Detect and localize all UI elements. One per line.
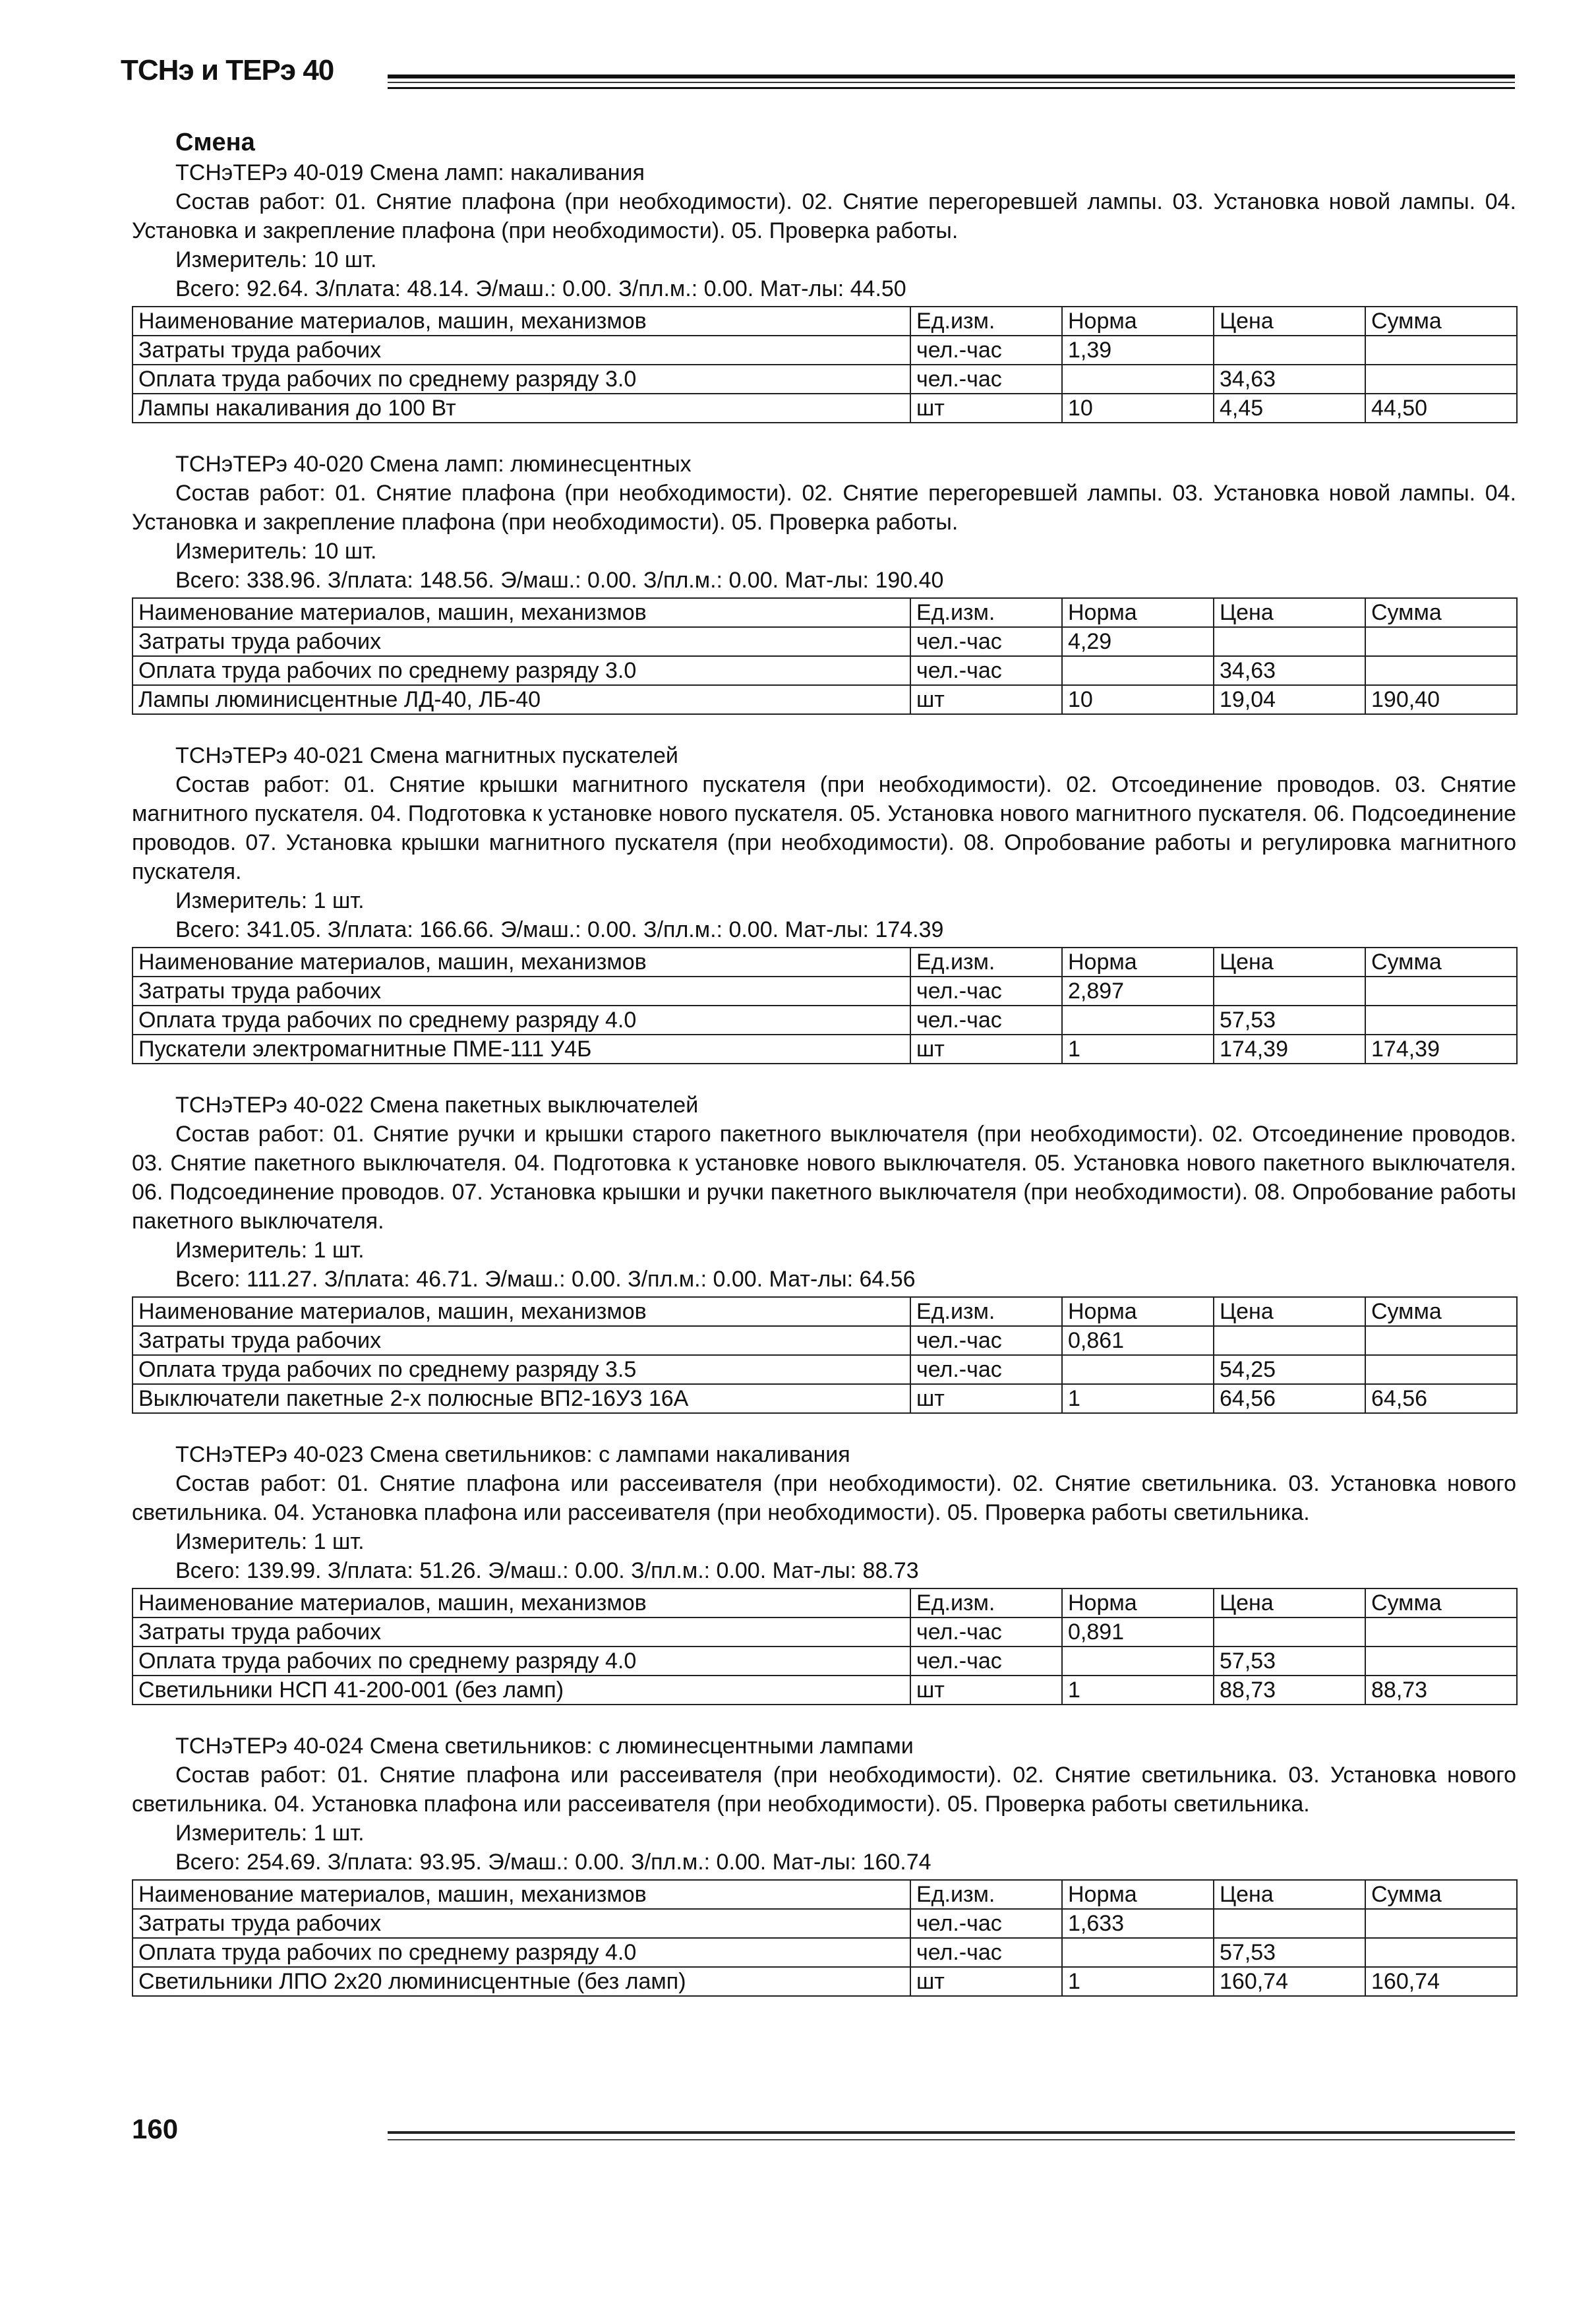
resources-table	[132, 1296, 1518, 1414]
totals-line: Всего: 92.64. З/плата: 48.14. Э/маш.: 0.00. З/пл.м.: 0.00. Мат-лы: 44.50	[175, 276, 906, 301]
table-cell: Оплата труда рабочих по среднему разряду 3.0	[133, 365, 910, 394]
table-cell: 1,39	[1062, 336, 1214, 365]
table-cell: 174,39	[1214, 1035, 1365, 1064]
work-composition: Состав работ: 01. Снятие плафона (при необходимости). 02. Снятие перегоревшей лампы. 03. Установка новой лампы. 04. Установка и закрепление плафона (при необходимости). 05. Проверка работы.	[132, 481, 1516, 535]
table-row	[133, 1326, 1517, 1355]
table-cell: чел.-час	[910, 627, 1062, 656]
table-cell: чел.-час	[910, 1355, 1062, 1384]
norm-entry	[132, 158, 1516, 423]
table-cell: 34,63	[1214, 365, 1365, 394]
header-cell: Сумма	[1365, 1880, 1517, 1909]
work-composition: Состав работ: 01. Снятие плафона или рассеивателя (при необходимости). 02. Снятие светильника. 03. Установка нового светильника. 04. Установка плафона или рассеивателя (при необходимости). 05. Проверка работы светильника.	[132, 1471, 1516, 1525]
table-row	[133, 977, 1517, 1006]
totals-line: Всего: 139.99. З/плата: 51.26. Э/маш.: 0.00. З/пл.м.: 0.00. Мат-лы: 88.73	[175, 1558, 919, 1583]
entry-title: ТСНэТЕРэ 40-023 Смена светильников: с лампами накаливания	[175, 1442, 850, 1467]
table-cell: шт	[910, 1035, 1062, 1064]
header-cell: Наименование материалов, машин, механизмов	[133, 1880, 910, 1909]
header-cell: Ед.изм.	[910, 1297, 1062, 1326]
header-cell: Сумма	[1365, 948, 1517, 977]
running-header: ТСНэ и ТЕРэ 40	[121, 54, 334, 86]
totals-line: Всего: 111.27. З/плата: 46.71. Э/маш.: 0.00. З/пл.м.: 0.00. Мат-лы: 64.56	[175, 1267, 916, 1292]
header-cell: Сумма	[1365, 307, 1517, 336]
table-cell: 160,74	[1365, 1967, 1517, 1996]
table-cell: 64,56	[1365, 1384, 1517, 1413]
table-cell: 1	[1062, 1967, 1214, 1996]
table-cell: шт	[910, 685, 1062, 714]
table-cell	[1214, 1326, 1365, 1355]
table-cell: Выключатели пакетные 2-х полюсные ВП2-16У3 16А	[133, 1384, 910, 1413]
table-row	[133, 1967, 1517, 1996]
measure-unit: Измеритель: 10 шт.	[175, 539, 377, 564]
table-cell	[1365, 365, 1517, 394]
table-cell	[1365, 656, 1517, 685]
table-cell: 10	[1062, 394, 1214, 423]
table-row	[133, 394, 1517, 423]
table-cell: Оплата труда рабочих по среднему разряду 3.5	[133, 1355, 910, 1384]
table-cell: Затраты труда рабочих	[133, 1909, 910, 1938]
table-row	[133, 685, 1517, 714]
header-cell: Норма	[1062, 1588, 1214, 1618]
table-row	[133, 1035, 1517, 1064]
header-cell: Наименование материалов, машин, механизмов	[133, 948, 910, 977]
table-cell: Затраты труда рабочих	[133, 977, 910, 1006]
table-cell: Затраты труда рабочих	[133, 1326, 910, 1355]
table-cell: 0,891	[1062, 1618, 1214, 1647]
header-cell: Ед.изм.	[910, 948, 1062, 977]
table-cell: чел.-час	[910, 1647, 1062, 1676]
header-cell: Наименование материалов, машин, механизмов	[133, 1588, 910, 1618]
table-cell: шт	[910, 1676, 1062, 1705]
table-cell: 1	[1062, 1676, 1214, 1705]
table-cell: чел.-час	[910, 1938, 1062, 1967]
table-cell	[1062, 1647, 1214, 1676]
header-cell: Наименование материалов, машин, механизмов	[133, 598, 910, 627]
table-cell	[1062, 1938, 1214, 1967]
table-cell	[1365, 977, 1517, 1006]
measure-unit: Измеритель: 10 шт.	[175, 247, 377, 272]
table-row	[133, 627, 1517, 656]
table-cell: чел.-час	[910, 656, 1062, 685]
table-cell: 1	[1062, 1384, 1214, 1413]
measure-unit: Измеритель: 1 шт.	[175, 1238, 365, 1263]
header-cell: Цена	[1214, 1880, 1365, 1909]
table-header-row	[133, 1880, 1517, 1909]
table-cell: Пускатели электромагнитные ПМЕ-111 У4Б	[133, 1035, 910, 1064]
table-cell: Оплата труда рабочих по среднему разряду 3.0	[133, 656, 910, 685]
table-cell	[1214, 1618, 1365, 1647]
table-cell: 4,45	[1214, 394, 1365, 423]
table-cell: шт	[910, 1384, 1062, 1413]
table-cell	[1062, 365, 1214, 394]
entry-title: ТСНэТЕРэ 40-022 Смена пакетных выключателей	[175, 1093, 699, 1118]
table-cell: Затраты труда рабочих	[133, 336, 910, 365]
table-cell: 64,56	[1214, 1384, 1365, 1413]
table-header-row	[133, 948, 1517, 977]
header-cell: Цена	[1214, 307, 1365, 336]
table-cell	[1062, 1006, 1214, 1035]
table-cell: Оплата труда рабочих по среднему разряду 4.0	[133, 1938, 910, 1967]
work-composition: Состав работ: 01. Снятие крышки магнитного пускателя (при необходимости). 02. Отсоединение проводов. 03. Снятие магнитного пускателя. 04. Подготовка к установке нового пускателя. 05. Установка нового магнитного пускателя. 06. Подсоединение проводов. 07. Установка крышки магнитного пускателя (при необходимости). 08. Опробование работы и регулировка магнитного пускателя.	[132, 772, 1516, 884]
table-cell: 44,50	[1365, 394, 1517, 423]
header-cell: Норма	[1062, 1880, 1214, 1909]
table-cell: 4,29	[1062, 627, 1214, 656]
page-content	[132, 127, 1516, 2023]
table-cell: 10	[1062, 685, 1214, 714]
header-cell: Норма	[1062, 598, 1214, 627]
header-cell: Цена	[1214, 1297, 1365, 1326]
footer-rule	[388, 2131, 1515, 2140]
table-cell: Затраты труда рабочих	[133, 627, 910, 656]
header-rule	[388, 75, 1515, 89]
table-cell	[1214, 627, 1365, 656]
header-cell: Наименование материалов, машин, механизмов	[133, 307, 910, 336]
table-cell: 57,53	[1214, 1938, 1365, 1967]
section-title: Смена	[175, 129, 255, 156]
header-cell: Норма	[1062, 1297, 1214, 1326]
entry-title: ТСНэТЕРэ 40-024 Смена светильников: с люминесцентными лампами	[175, 1734, 914, 1759]
header-cell: Цена	[1214, 1588, 1365, 1618]
header-cell: Ед.изм.	[910, 1880, 1062, 1909]
table-cell: Затраты труда рабочих	[133, 1618, 910, 1647]
table-cell: чел.-час	[910, 977, 1062, 1006]
table-row	[133, 1647, 1517, 1676]
table-cell: чел.-час	[910, 1326, 1062, 1355]
table-cell	[1365, 1355, 1517, 1384]
header-cell: Ед.изм.	[910, 307, 1062, 336]
table-header-row	[133, 1297, 1517, 1326]
table-cell: 1	[1062, 1035, 1214, 1064]
header-cell: Ед.изм.	[910, 1588, 1062, 1618]
header-cell: Сумма	[1365, 598, 1517, 627]
resources-table	[132, 306, 1518, 423]
table-cell: 88,73	[1214, 1676, 1365, 1705]
table-cell: 54,25	[1214, 1355, 1365, 1384]
work-composition: Состав работ: 01. Снятие ручки и крышки старого пакетного выключателя (при необходимости). 02. Отсоединение проводов. 03. Снятие пакетного выключателя. 04. Подготовка к установке нового выключателя. 05. Установка нового пакетного выключателя. 06. Подсоединение проводов. 07. Установка крышки и ручки пакетного выключателя (при необходимости). 08. Опробование работы пакетного выключателя.	[132, 1122, 1516, 1234]
header-cell: Сумма	[1365, 1588, 1517, 1618]
table-cell: 19,04	[1214, 685, 1365, 714]
header-cell: Цена	[1214, 598, 1365, 627]
norm-entry	[132, 1732, 1516, 1997]
header-cell: Норма	[1062, 948, 1214, 977]
norm-entry	[132, 1091, 1516, 1414]
table-row	[133, 1676, 1517, 1705]
table-row	[133, 1006, 1517, 1035]
table-cell	[1365, 1647, 1517, 1676]
table-header-row	[133, 1588, 1517, 1618]
table-cell	[1365, 627, 1517, 656]
measure-unit: Измеритель: 1 шт.	[175, 1821, 365, 1846]
table-cell: чел.-час	[910, 365, 1062, 394]
table-cell	[1214, 1909, 1365, 1938]
table-cell: Светильники ЛПО 2х20 люминисцентные (без ламп)	[133, 1967, 910, 1996]
norm-entry	[132, 1440, 1516, 1705]
table-cell: чел.-час	[910, 1618, 1062, 1647]
table-cell: 57,53	[1214, 1647, 1365, 1676]
table-cell: чел.-час	[910, 336, 1062, 365]
norm-entry	[132, 450, 1516, 715]
entry-title: ТСНэТЕРэ 40-021 Смена магнитных пускателей	[175, 743, 678, 768]
table-header-row	[133, 307, 1517, 336]
table-cell	[1365, 1938, 1517, 1967]
table-cell: Оплата труда рабочих по среднему разряду 4.0	[133, 1006, 910, 1035]
page-number: 160	[132, 2113, 179, 2144]
table-cell	[1214, 336, 1365, 365]
work-composition: Состав работ: 01. Снятие плафона (при необходимости). 02. Снятие перегоревшей лампы. 03. Установка новой лампы. 04. Установка и закрепление плафона (при необходимости). 05. Проверка работы.	[132, 189, 1516, 243]
table-row	[133, 656, 1517, 685]
table-cell: чел.-час	[910, 1909, 1062, 1938]
entry-title: ТСНэТЕРэ 40-020 Смена ламп: люминесцентных	[175, 452, 692, 477]
table-cell	[1062, 1355, 1214, 1384]
table-cell: Светильники НСП 41-200-001 (без ламп)	[133, 1676, 910, 1705]
table-row	[133, 336, 1517, 365]
table-cell: 190,40	[1365, 685, 1517, 714]
table-cell: 174,39	[1365, 1035, 1517, 1064]
table-cell: чел.-час	[910, 1006, 1062, 1035]
table-row	[133, 1618, 1517, 1647]
norm-entry	[132, 741, 1516, 1064]
header-cell: Цена	[1214, 948, 1365, 977]
table-cell: 88,73	[1365, 1676, 1517, 1705]
header-cell: Сумма	[1365, 1297, 1517, 1326]
table-cell	[1365, 1618, 1517, 1647]
table-cell: Лампы накаливания до 100 Вт	[133, 394, 910, 423]
table-cell: шт	[910, 394, 1062, 423]
table-row	[133, 1909, 1517, 1938]
table-cell	[1062, 656, 1214, 685]
resources-table	[132, 947, 1518, 1064]
totals-line: Всего: 338.96. З/плата: 148.56. Э/маш.: 0.00. З/пл.м.: 0.00. Мат-лы: 190.40	[175, 568, 944, 593]
measure-unit: Измеритель: 1 шт.	[175, 888, 365, 913]
entry-title: ТСНэТЕРэ 40-019 Смена ламп: накаливания	[175, 160, 645, 185]
table-row	[133, 1938, 1517, 1967]
table-cell	[1214, 977, 1365, 1006]
table-cell: шт	[910, 1967, 1062, 1996]
header-cell: Ед.изм.	[910, 598, 1062, 627]
table-cell	[1365, 1326, 1517, 1355]
resources-table	[132, 1879, 1518, 1997]
measure-unit: Измеритель: 1 шт.	[175, 1529, 365, 1554]
table-cell	[1365, 336, 1517, 365]
resources-table	[132, 1588, 1518, 1705]
header-cell: Наименование материалов, машин, механизмов	[133, 1297, 910, 1326]
table-cell: 57,53	[1214, 1006, 1365, 1035]
table-cell	[1365, 1006, 1517, 1035]
table-header-row	[133, 598, 1517, 627]
header-cell: Норма	[1062, 307, 1214, 336]
resources-table	[132, 597, 1518, 715]
table-cell: 0,861	[1062, 1326, 1214, 1355]
table-cell	[1365, 1909, 1517, 1938]
table-cell: 160,74	[1214, 1967, 1365, 1996]
totals-line: Всего: 341.05. З/плата: 166.66. Э/маш.: 0.00. З/пл.м.: 0.00. Мат-лы: 174.39	[175, 917, 944, 942]
entries-list	[132, 158, 1516, 1997]
table-row	[133, 1384, 1517, 1413]
table-row	[133, 365, 1517, 394]
table-cell: Лампы люминисцентные ЛД-40, ЛБ-40	[133, 685, 910, 714]
table-row	[133, 1355, 1517, 1384]
totals-line: Всего: 254.69. З/плата: 93.95. Э/маш.: 0.00. З/пл.м.: 0.00. Мат-лы: 160.74	[175, 1850, 931, 1875]
table-cell: 34,63	[1214, 656, 1365, 685]
table-cell: 2,897	[1062, 977, 1214, 1006]
table-cell: Оплата труда рабочих по среднему разряду 4.0	[133, 1647, 910, 1676]
work-composition: Состав работ: 01. Снятие плафона или рассеивателя (при необходимости). 02. Снятие светильника. 03. Установка нового светильника. 04. Установка плафона или рассеивателя (при необходимости). 05. Проверка работы светильника.	[132, 1763, 1516, 1817]
table-cell: 1,633	[1062, 1909, 1214, 1938]
